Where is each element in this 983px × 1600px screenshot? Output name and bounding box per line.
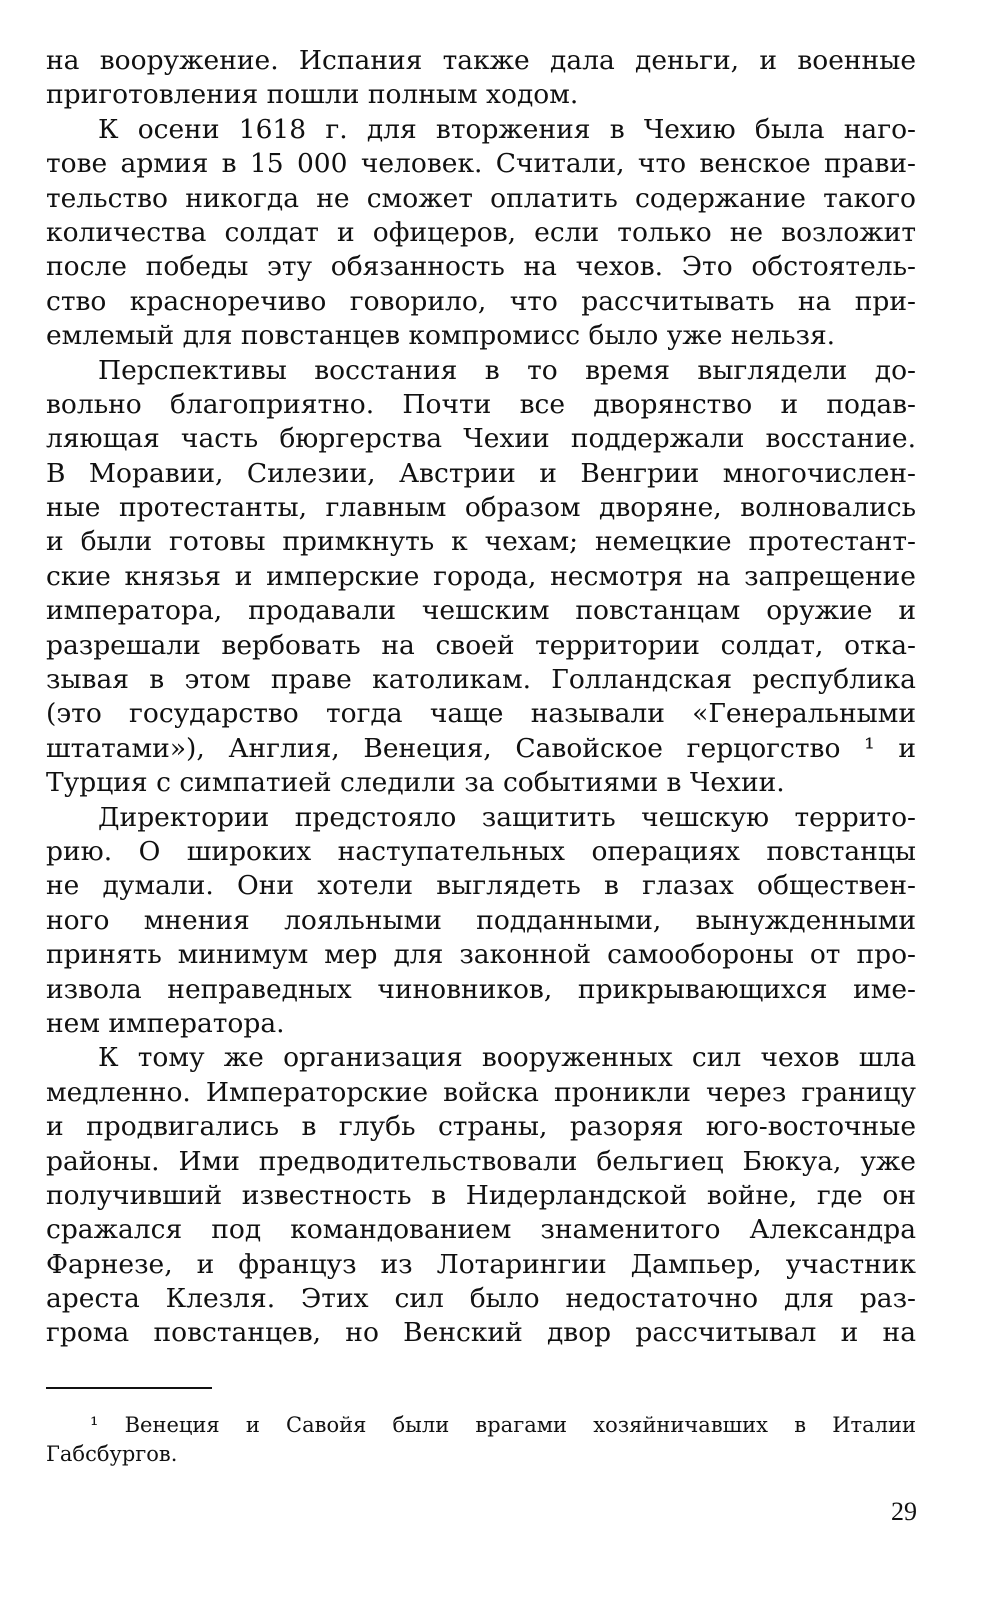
text-line: получивший известность в Нидерландской войне, где он [46,1179,916,1211]
text-line: ареста Клезля. Этих сил было недостаточно для раз- [46,1283,916,1315]
text-line: зывая в этом праве католикам. Голландская республика [46,664,916,696]
text-line: медленно. Императорские войска проникли через границу [46,1076,916,1108]
text-line: (это государство тогда чаще называли «Генеральными [46,698,916,730]
footnote-divider [46,1387,212,1389]
text-line: К осени 1618 г. для вторжения в Чехию была наго- [98,113,916,145]
text-line: ные протестанты, главным образом дворяне, волновались [46,492,916,524]
text-line: Турция с симпатией следили за событиями в Чехии. [46,767,785,799]
text-line: и были готовы примкнуть к чехам; немецкие протестант- [46,526,916,558]
text-line: рию. О широких наступательных операциях повстанцы [46,835,916,867]
text-line: императора, продавали чешским повстанцам оружие и [46,595,916,627]
main-text [46,44,916,1351]
text-line: районы. Ими предводительствовали бельгиец Бюкуа, уже [46,1145,916,1177]
footnote-line: Габсбургов. [46,1442,178,1466]
text-line: разрешали вербовать на своей территории солдат, отка- [46,629,916,661]
text-line: на вооружение. Испания также дала деньги, и военные [46,45,916,76]
text-line: приготовления пошли полным ходом. [46,79,579,111]
page-number: 29 [891,1497,917,1526]
text-line: вольно благоприятно. Почти все дворянство и подав- [46,388,916,420]
text-line: Фарнезе, и француз из Лотарингии Дампьер, участник [46,1248,916,1280]
text-line: и продвигались в глубь страны, разоряя юго-восточные [46,1111,916,1143]
text-line: не думали. Они хотели выглядеть в глазах обществен- [46,870,916,902]
footnote [46,1411,916,1469]
text-line: В Моравии, Силезии, Австрии и Венгрии многочислен- [46,457,916,489]
text-line: ляющая часть бюргерства Чехии поддержали восстание. [46,423,916,455]
text-line: сражался под командованием знаменитого Александра [46,1214,916,1246]
text-line: ного мнения лояльными подданными, вынужденными [46,904,916,936]
text-line: штатами»), Англия, Венеция, Савойское герцогство ¹ и [46,732,916,764]
footnote-line: ¹ Венеция и Савойя были врагами хозяйничавших в Италии [90,1413,916,1437]
text-line: после победы эту обязанность на чехов. Это обстоятель- [46,251,916,283]
text-line: Директории предстояло защитить чешскую террито- [98,801,916,833]
text-line: ские князья и имперские города, несмотря на запрещение [46,560,916,592]
text-line: количества солдат и офицеров, если только не возложит [46,216,916,248]
text-line: емлемый для повстанцев компромисс было уже нельзя. [46,320,836,352]
text-line: тельство никогда не сможет оплатить содержание такого [46,182,916,214]
text-line: ство красноречиво говорило, что рассчитывать на при- [46,285,916,317]
text-line: тове армия в 15 000 человек. Считали, что венское прави- [46,148,916,180]
text-line: К тому же организация вооруженных сил чехов шла [98,1042,916,1074]
text-line: грома повстанцев, но Венский двор рассчитывал и на [46,1317,916,1349]
text-line: нем императора. [46,1007,285,1039]
text-line: Перспективы восстания в то время выглядели до- [98,354,916,386]
text-line: принять минимум мер для законной самообороны от про- [46,939,916,971]
text-line: извола неправедных чиновников, прикрывающихся име- [46,973,916,1005]
